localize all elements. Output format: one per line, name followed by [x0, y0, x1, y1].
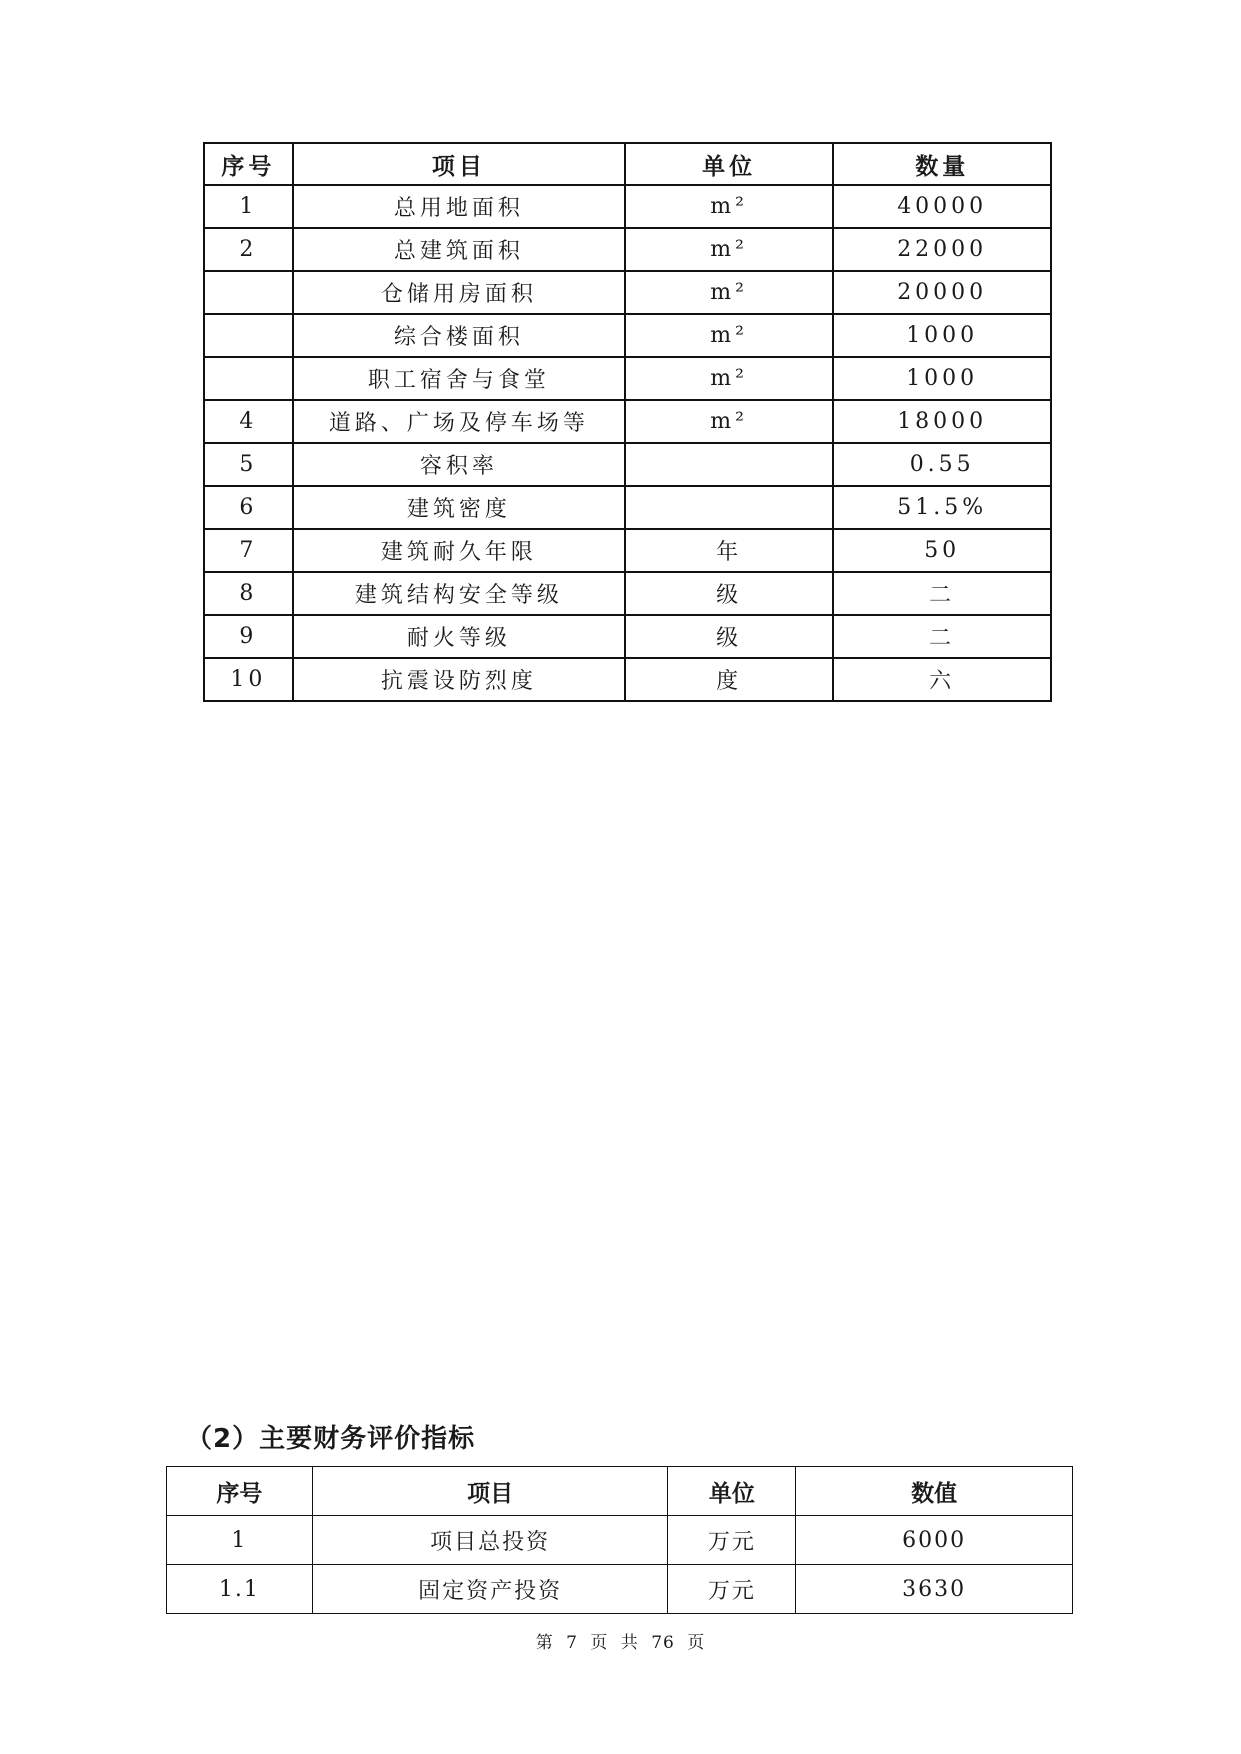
cell-item: 仓储用房面积 — [293, 271, 625, 314]
cell-index: 6 — [204, 486, 293, 529]
cell-item: 容积率 — [293, 443, 625, 486]
cell-unit: m² — [625, 271, 833, 314]
cell-unit: 级 — [625, 572, 833, 615]
cell-index: 9 — [204, 615, 293, 658]
header-quantity: 数量 — [833, 143, 1051, 185]
table-header-row — [167, 1467, 1073, 1516]
cell-value: 51.5% — [833, 486, 1051, 529]
cell-index: 1 — [204, 185, 293, 228]
cell-item: 建筑结构安全等级 — [293, 572, 625, 615]
cell-unit: m² — [625, 185, 833, 228]
cell-value: 3630 — [796, 1565, 1073, 1614]
cell-index: 1.1 — [167, 1565, 313, 1614]
table-row — [167, 1516, 1073, 1565]
cell-item: 抗震设防烈度 — [293, 658, 625, 701]
cell-index — [204, 357, 293, 400]
cell-value: 6000 — [796, 1516, 1073, 1565]
cell-unit — [625, 443, 833, 486]
cell-value: 1000 — [833, 314, 1051, 357]
cell-item: 职工宿舍与食堂 — [293, 357, 625, 400]
cell-item: 建筑耐久年限 — [293, 529, 625, 572]
header-index: 序号 — [204, 143, 293, 185]
header-unit: 单位 — [625, 143, 833, 185]
cell-item: 固定资产投资 — [312, 1565, 668, 1614]
cell-index — [204, 314, 293, 357]
table-row — [204, 443, 1051, 486]
cell-value: 六 — [833, 658, 1051, 701]
cell-unit: m² — [625, 228, 833, 271]
header-item: 项目 — [293, 143, 625, 185]
table-row — [204, 658, 1051, 701]
cell-item: 道路、广场及停车场等 — [293, 400, 625, 443]
cell-index: 2 — [204, 228, 293, 271]
cell-unit: m² — [625, 357, 833, 400]
cell-value: 20000 — [833, 271, 1051, 314]
cell-index — [204, 271, 293, 314]
cell-unit: m² — [625, 400, 833, 443]
header-item: 项目 — [312, 1467, 668, 1516]
cell-unit: 万元 — [668, 1516, 796, 1565]
technical-indicators-table — [203, 142, 1052, 702]
table-row — [204, 486, 1051, 529]
table-row — [204, 572, 1051, 615]
financial-indicators-table — [166, 1466, 1073, 1614]
table-row — [204, 228, 1051, 271]
cell-unit: 级 — [625, 615, 833, 658]
table-row — [204, 529, 1051, 572]
table-row — [204, 615, 1051, 658]
cell-item: 建筑密度 — [293, 486, 625, 529]
cell-unit: 度 — [625, 658, 833, 701]
header-value: 数值 — [796, 1467, 1073, 1516]
cell-index: 5 — [204, 443, 293, 486]
cell-value: 18000 — [833, 400, 1051, 443]
cell-unit: 万元 — [668, 1565, 796, 1614]
cell-value: 22000 — [833, 228, 1051, 271]
cell-index: 1 — [167, 1516, 313, 1565]
cell-unit — [625, 486, 833, 529]
cell-index: 7 — [204, 529, 293, 572]
cell-index: 4 — [204, 400, 293, 443]
cell-item: 综合楼面积 — [293, 314, 625, 357]
cell-index: 10 — [204, 658, 293, 701]
table-row — [204, 314, 1051, 357]
cell-item: 项目总投资 — [312, 1516, 668, 1565]
table-header-row — [204, 143, 1051, 185]
table-row — [204, 357, 1051, 400]
page-footer: 第 7 页 共 76 页 — [535, 1633, 706, 1653]
header-unit: 单位 — [668, 1467, 796, 1516]
cell-value: 40000 — [833, 185, 1051, 228]
cell-unit: m² — [625, 314, 833, 357]
table-row — [204, 400, 1051, 443]
table-row — [167, 1565, 1073, 1614]
cell-value: 二 — [833, 572, 1051, 615]
header-index: 序号 — [167, 1467, 313, 1516]
section-heading: （2）主要财务评价指标 — [186, 1424, 476, 1454]
cell-item: 总用地面积 — [293, 185, 625, 228]
cell-item: 总建筑面积 — [293, 228, 625, 271]
cell-index: 8 — [204, 572, 293, 615]
cell-unit: 年 — [625, 529, 833, 572]
cell-value: 1000 — [833, 357, 1051, 400]
table-row — [204, 271, 1051, 314]
cell-item: 耐火等级 — [293, 615, 625, 658]
table-row — [204, 185, 1051, 228]
cell-value: 50 — [833, 529, 1051, 572]
cell-value: 二 — [833, 615, 1051, 658]
cell-value: 0.55 — [833, 443, 1051, 486]
